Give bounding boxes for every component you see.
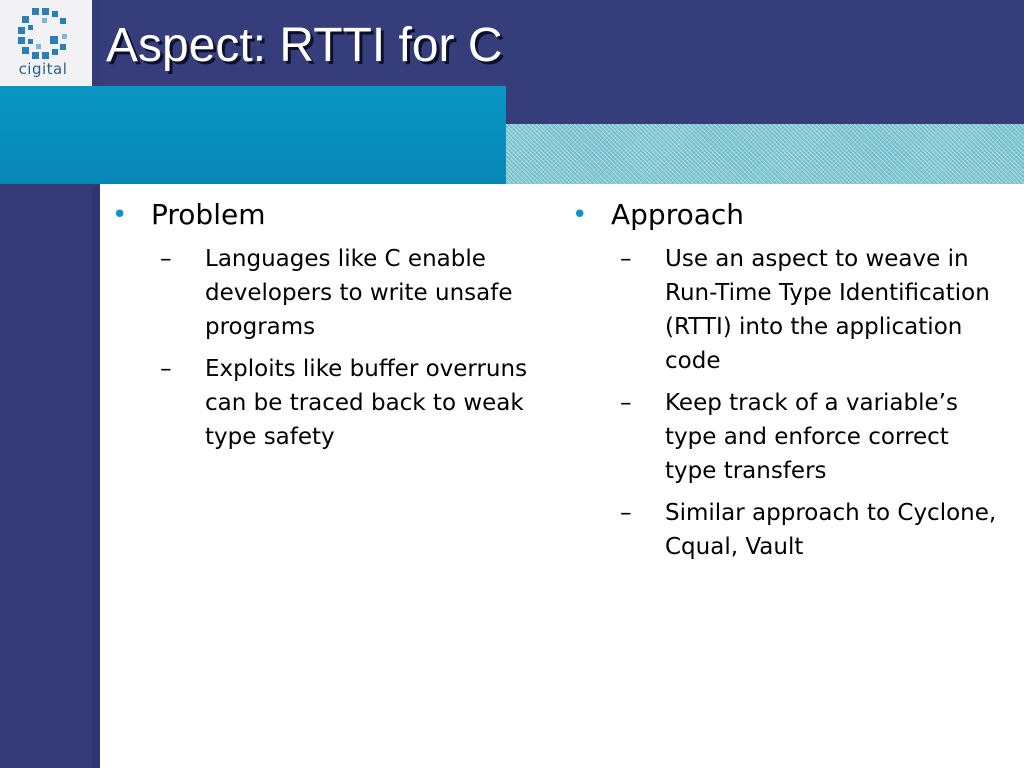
- list-item: [572, 386, 1002, 488]
- dash-icon: –: [160, 246, 172, 272]
- list-item-text: Similar approach to Cyclone, Cqual, Vault: [665, 500, 997, 560]
- bullet-heading: Approach: [611, 198, 745, 231]
- list-item: [572, 496, 1002, 564]
- slide-title: Aspect: RTTI for C: [106, 19, 503, 72]
- dash-icon: –: [620, 390, 632, 416]
- logo-text: cigital: [18, 60, 68, 78]
- hatched-accent-strip: [506, 124, 1024, 184]
- list-item: [112, 242, 532, 344]
- left-sidebar-shade: [92, 186, 100, 768]
- dash-icon: –: [620, 500, 632, 526]
- sub-bullet-list: [112, 242, 532, 454]
- bullet-dot-icon: •: [112, 200, 128, 230]
- approach-column: [572, 198, 1002, 572]
- list-item-text: Exploits like buffer overruns can be traced back to weak type safety: [205, 356, 528, 450]
- dash-icon: –: [160, 356, 172, 382]
- dash-icon: –: [620, 246, 632, 272]
- cigital-logo-icon: [14, 6, 74, 62]
- bullet-item: [112, 198, 532, 232]
- list-item: [572, 242, 1002, 378]
- list-item-text: Languages like C enable developers to write unsafe programs: [205, 246, 513, 340]
- sub-bullet-list: [572, 242, 1002, 564]
- problem-column: [112, 198, 532, 462]
- list-item-text: Use an aspect to weave in Run-Time Type Identification (RTTI) into the application code: [665, 246, 990, 374]
- teal-accent-strip: [0, 86, 506, 184]
- logo: [0, 0, 92, 86]
- list-item: [112, 352, 532, 454]
- bullet-dot-icon: •: [572, 200, 588, 230]
- bullet-heading: Problem: [151, 198, 266, 231]
- list-item-text: Keep track of a variable’s type and enforce correct type transfers: [665, 390, 958, 484]
- bullet-item: [572, 198, 1002, 232]
